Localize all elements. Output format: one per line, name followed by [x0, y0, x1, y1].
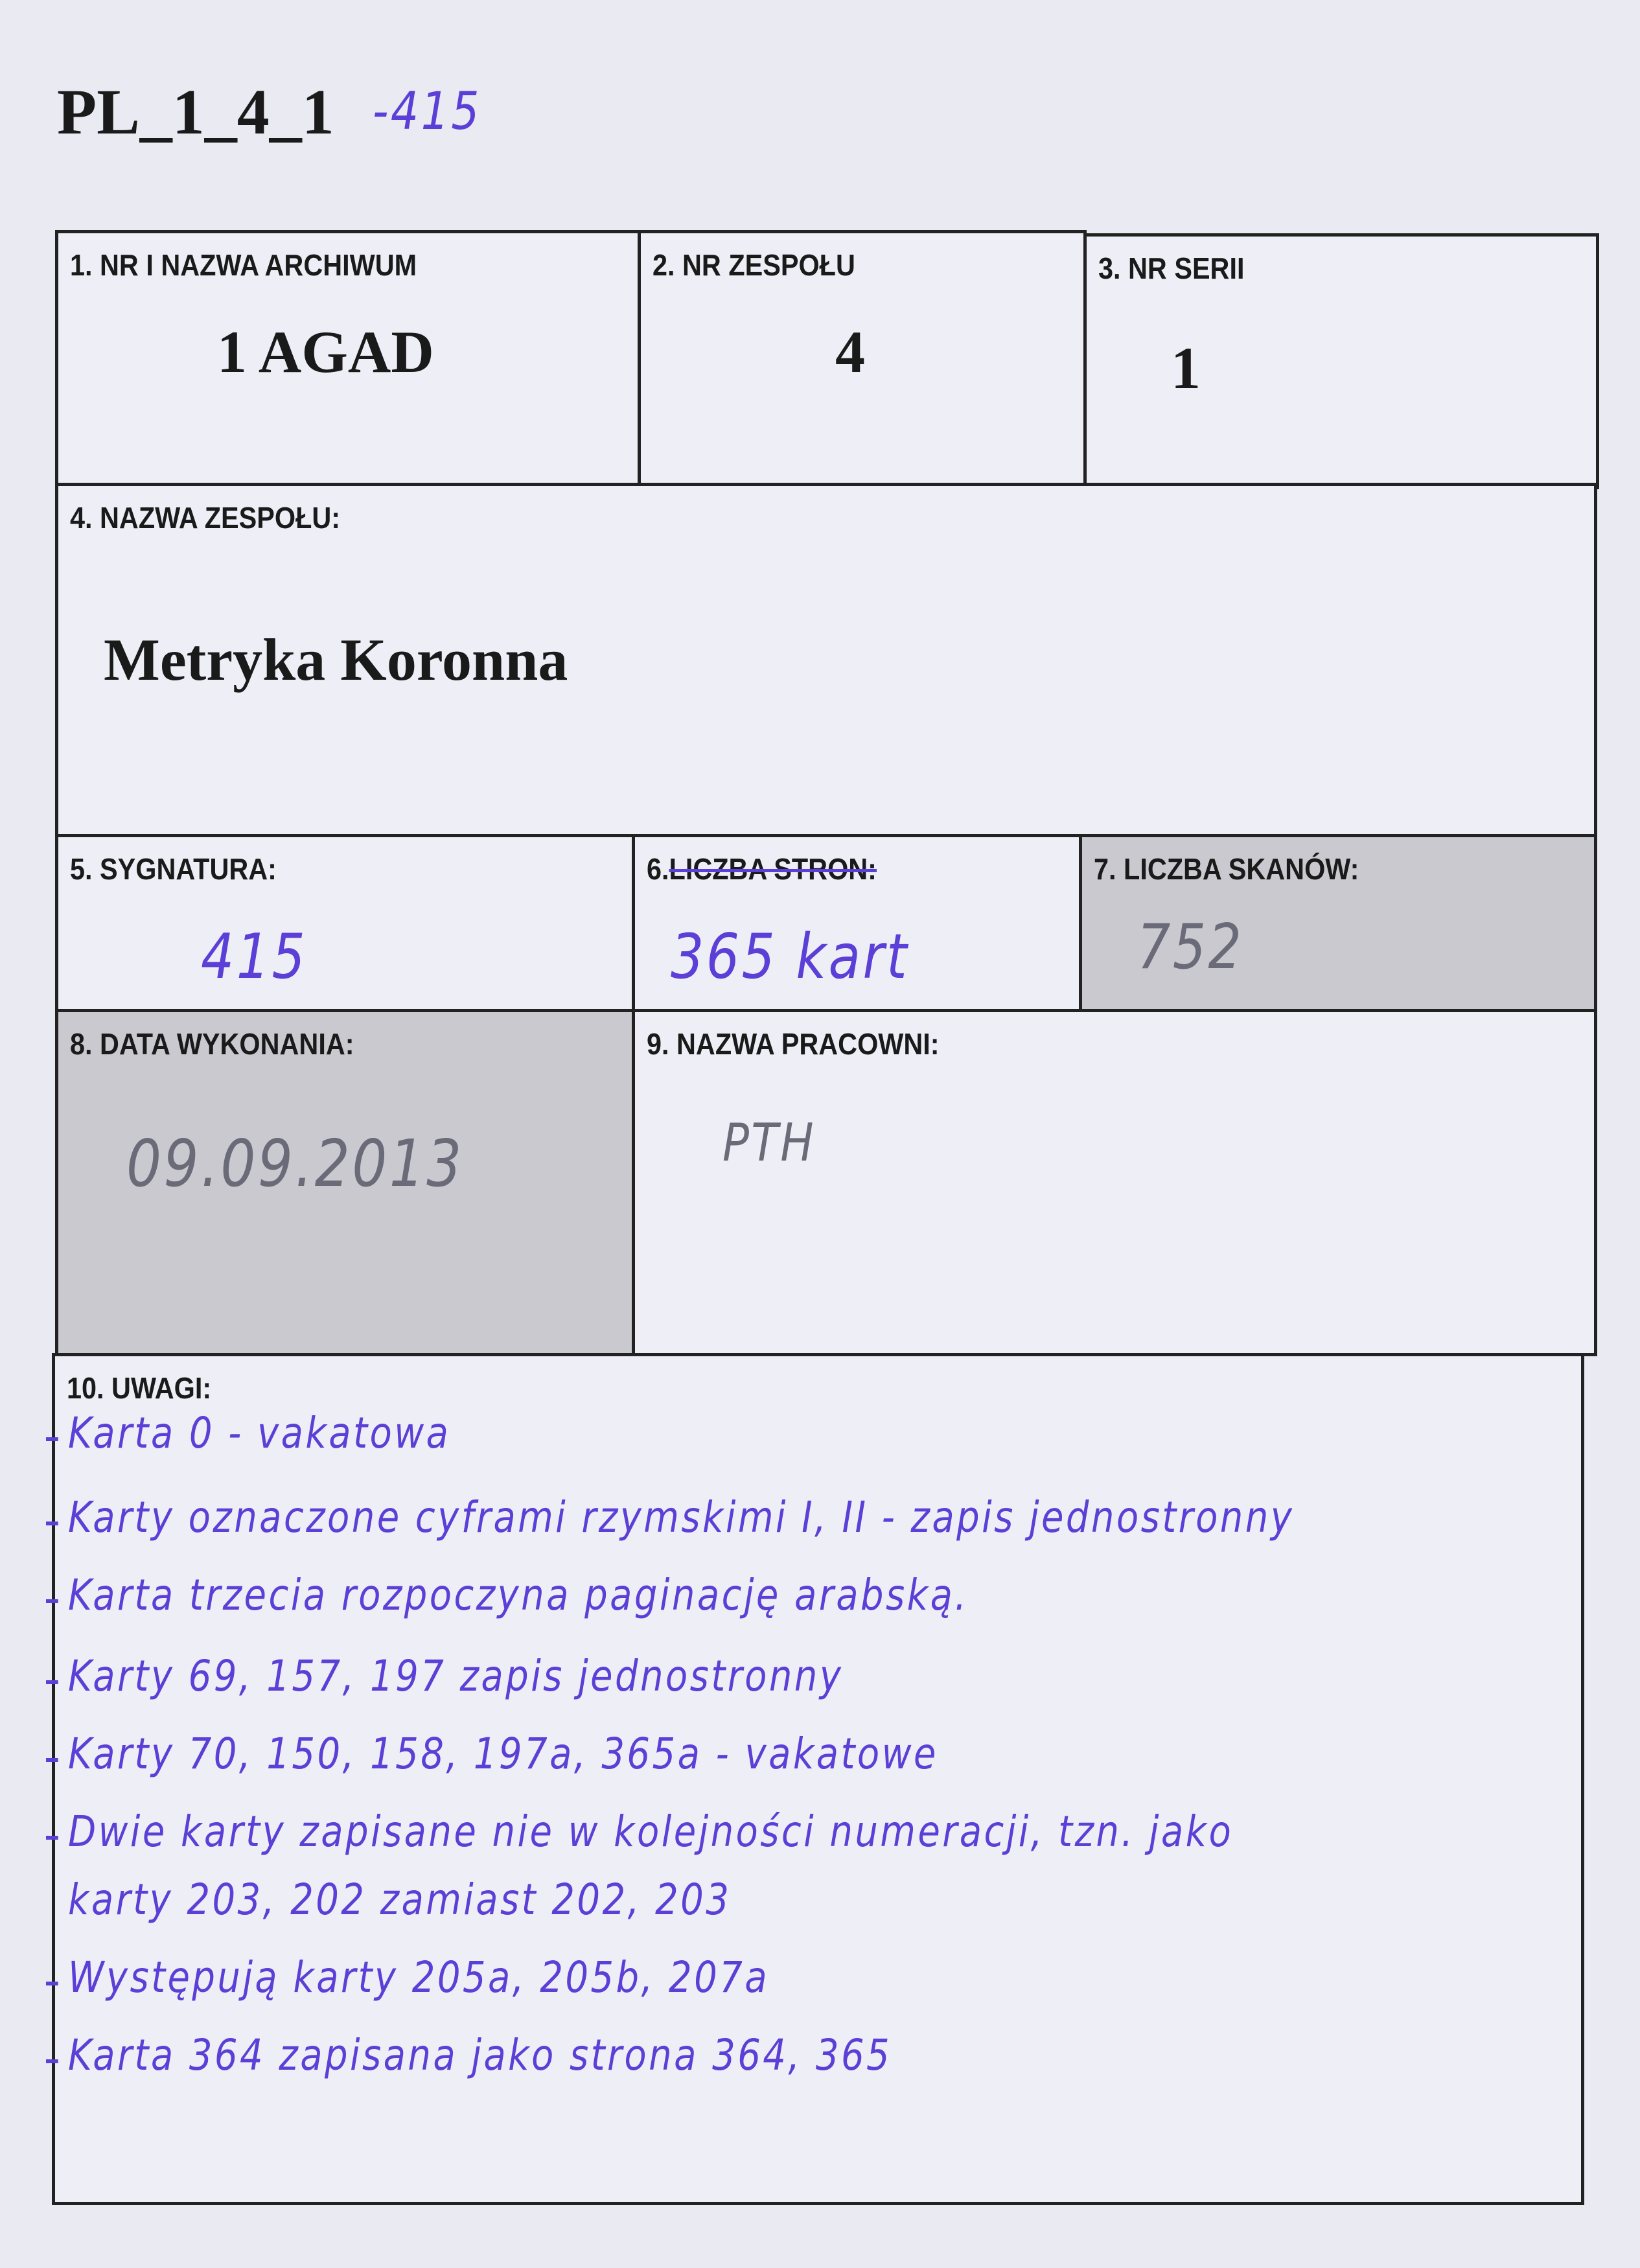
remark-item — [68, 1570, 969, 1620]
remarks-label: 10. UWAGI: — [67, 1371, 212, 1405]
workshop-value: PTH — [722, 1113, 816, 1173]
fonds-no-cell — [638, 230, 1087, 486]
series-no-value: 1 — [1171, 335, 1201, 401]
dash-bullet — [46, 2059, 58, 2063]
remark-text: Karty 69, 157, 197 zapis jednostronny — [68, 1651, 844, 1701]
remark-item — [68, 1651, 843, 1701]
pages-label-prefix: 6. — [647, 852, 669, 886]
signature-value: 415 — [201, 921, 308, 993]
remark-text: Dwie karty zapisane nie w kolejności numeracji, tzn. jako — [68, 1807, 1234, 1857]
remark-text: karty 203, 202 zamiast 202, 203 — [68, 1875, 732, 1925]
remark-text: Karta 364 zapisana jako strona 364, 365 — [68, 2030, 892, 2080]
workshop-cell — [632, 1009, 1597, 1356]
remark-text: Karty 70, 150, 158, 197a, 365a - vakatowe — [68, 1729, 938, 1779]
document-code-text: PL_1_4_1 — [57, 76, 334, 148]
remark-text: Karta trzecia rozpoczyna paginację arabską. — [68, 1570, 969, 1620]
series-no-label: 3. NR SERII — [1098, 251, 1245, 285]
fonds-no-label: 2. NR ZESPOŁU — [653, 248, 855, 282]
signature-label: 5. SYGNATURA: — [70, 852, 277, 886]
handwritten-signature-suffix: -415 — [373, 81, 481, 141]
remark-item — [68, 2030, 892, 2080]
remark-item-continued — [68, 1875, 731, 1925]
remarks-cell — [52, 1353, 1584, 2205]
pages-label-struck: LICZBA STRON: — [669, 852, 877, 886]
dash-bullet — [46, 1758, 58, 1762]
dash-bullet — [46, 1982, 58, 1985]
pages-cell — [632, 834, 1082, 1012]
document-code — [57, 75, 334, 149]
remark-item — [68, 1408, 450, 1458]
remark-text: Karta 0 - vakatowa — [68, 1408, 451, 1458]
workshop-label: 9. NAZWA PRACOWNI: — [647, 1027, 940, 1061]
dash-bullet — [46, 1437, 58, 1441]
series-no-cell — [1083, 233, 1599, 489]
remark-item — [68, 1492, 1294, 1542]
date-cell — [55, 1009, 635, 1356]
date-value: 09.09.2013 — [126, 1126, 464, 1201]
remark-item — [68, 1807, 1233, 1857]
remark-text: Występują karty 205a, 205b, 207a — [68, 1952, 770, 2002]
archive-cell — [55, 230, 641, 486]
fonds-name-cell — [55, 483, 1597, 837]
remark-item — [68, 1729, 938, 1779]
remark-item — [68, 1952, 769, 2002]
remark-text: Karty oznaczone cyframi rzymskimi I, II - zapis jednostronny — [68, 1492, 1295, 1542]
dash-bullet — [46, 1836, 58, 1840]
fonds-name-label: 4. NAZWA ZESPOŁU: — [70, 501, 341, 535]
fonds-name-value: Metryka Koronna — [104, 627, 568, 693]
archive-value: 1 AGAD — [217, 319, 434, 385]
pages-value: 365 kart — [671, 921, 910, 993]
scans-value: 752 — [1137, 912, 1244, 983]
scans-cell — [1079, 834, 1597, 1012]
scans-label: 7. LICZBA SKANÓW: — [1094, 852, 1359, 886]
archive-label: 1. NR I NAZWA ARCHIWUM — [70, 248, 417, 282]
dash-bullet — [46, 1599, 58, 1603]
fonds-no-value: 4 — [835, 319, 865, 385]
date-label: 8. DATA WYKONANIA: — [70, 1027, 354, 1061]
dash-bullet — [46, 1680, 58, 1684]
dash-bullet — [46, 1522, 58, 1525]
pages-label — [647, 851, 877, 886]
signature-cell — [55, 834, 635, 1012]
